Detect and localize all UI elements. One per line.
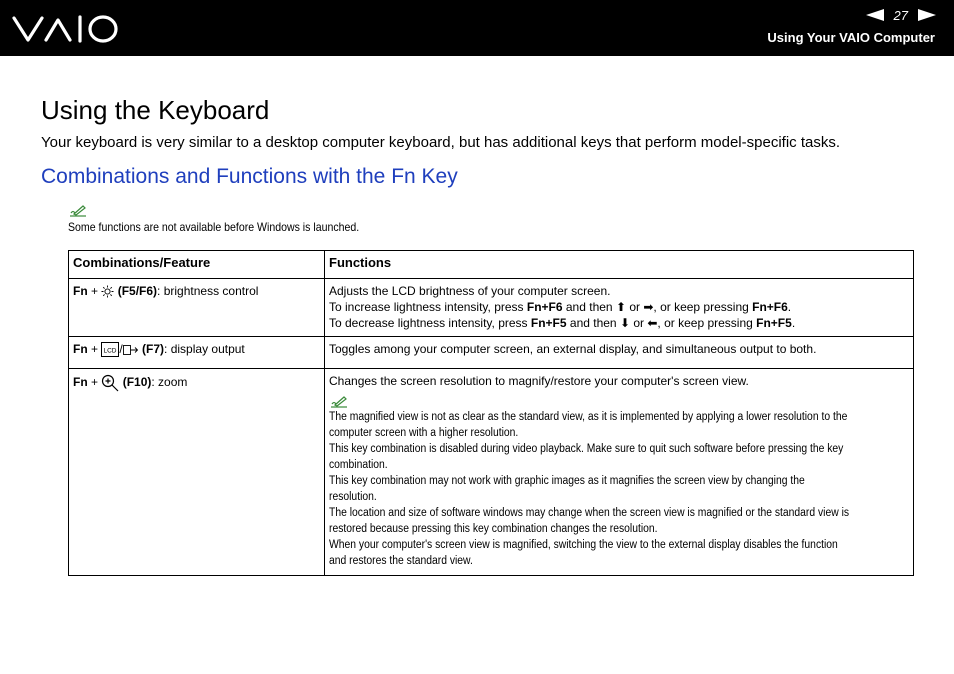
fn-key-label: Fn — [73, 375, 88, 390]
table-row — [69, 279, 914, 337]
svg-text:LCD: LCD — [103, 347, 117, 355]
intro-text: Your keyboard is very similar to a desktop computer keyboard, but has additional keys that perform model-specific tasks. — [41, 134, 840, 151]
plus-sign: + — [87, 342, 102, 356]
feature-desc: : zoom — [151, 375, 188, 390]
function-text: and then — [562, 300, 616, 314]
key-label: (F5/F6) — [117, 284, 158, 298]
plus-sign: + — [87, 375, 102, 390]
right-arrow-icon: ➡ — [643, 300, 654, 314]
table-row — [69, 369, 914, 576]
function-text: Changes the screen resolution to magnify/restore your computer's screen view. — [329, 374, 749, 388]
lcd-display-icon — [101, 342, 119, 357]
feature-cell — [69, 337, 325, 369]
table-header-row — [69, 251, 914, 279]
section-title: Using Your VAIO Computer — [767, 30, 935, 45]
brightness-icon — [101, 285, 114, 298]
key-combo: Fn+F5 — [530, 316, 567, 330]
key-combo: Fn+F6 — [526, 300, 563, 314]
table-row — [69, 337, 914, 369]
note-line: The magnified view is not as clear as the standard view, as it is implemented by applying a lower resolution to the computer screen with a higher resolution. — [329, 411, 848, 439]
note-line: This key combination is disabled during video playback. Make sure to quit such software before pressing the key combination. — [329, 443, 844, 471]
function-text: and then — [566, 316, 620, 330]
note-line: When your computer's screen view is magnified, switching the view to the external display disables the function and restores the standard view. — [329, 539, 838, 567]
function-cell — [325, 369, 914, 576]
left-arrow-icon: ⬅ — [647, 316, 658, 330]
function-text: , or keep pressing — [657, 316, 757, 330]
note-line: This key combination may not work with graphic images as it magnifies the screen view by changing the resolution. — [329, 475, 805, 503]
function-text: or — [626, 300, 644, 314]
function-text: . — [791, 316, 796, 330]
slash: / — [119, 342, 123, 356]
key-label: (F10) — [122, 375, 152, 390]
previous-page-icon[interactable] — [866, 9, 884, 21]
column-header: Combinations/Feature — [69, 251, 325, 279]
column-header: Functions — [325, 251, 914, 279]
page-navigation — [866, 5, 936, 25]
up-arrow-icon: ⬆ — [615, 300, 626, 314]
function-cell — [325, 279, 914, 337]
magnifier-zoom-icon — [101, 374, 119, 392]
feature-desc: : display output — [164, 342, 245, 356]
note-pencil-icon — [329, 395, 349, 409]
vaio-logo — [12, 12, 120, 46]
page-number: 27 — [893, 7, 908, 23]
fn-key-label: Fn — [73, 342, 88, 356]
function-text: or — [630, 316, 648, 330]
fn-key-table — [68, 250, 914, 576]
feature-desc: : brightness control — [157, 284, 259, 298]
function-text: , or keep pressing — [653, 300, 753, 314]
note-line: The location and size of software windows may change when the screen view is magnified or the standard view is restored because pressing this key combination changes the resolution. — [329, 507, 850, 535]
note-text: Some functions are not available before Windows is launched. — [68, 220, 360, 234]
feature-cell — [69, 279, 325, 337]
function-text: To decrease lightness intensity, press — [329, 316, 531, 330]
page-title: Using the Keyboard — [41, 95, 270, 125]
feature-cell — [69, 369, 325, 576]
next-page-icon[interactable] — [918, 9, 936, 21]
note-pencil-icon — [68, 204, 88, 218]
key-label: (F7) — [142, 342, 165, 356]
subsection-title: Combinations and Functions with the Fn Key — [41, 165, 458, 188]
key-combo: Fn+F5 — [756, 316, 792, 330]
plus-sign: + — [87, 284, 102, 298]
down-arrow-icon: ⬇ — [619, 316, 631, 330]
function-text: To increase lightness intensity, press — [329, 300, 527, 314]
key-combo: Fn+F6 — [752, 300, 788, 314]
fn-key-label: Fn — [73, 284, 88, 298]
page-header — [0, 0, 954, 56]
function-cell: Toggles among your computer screen, an external display, and simultaneous output to both. — [325, 337, 914, 369]
function-text: . — [787, 300, 792, 314]
external-display-icon — [123, 344, 139, 356]
function-line: Adjusts the LCD brightness of your computer screen. — [329, 284, 611, 298]
